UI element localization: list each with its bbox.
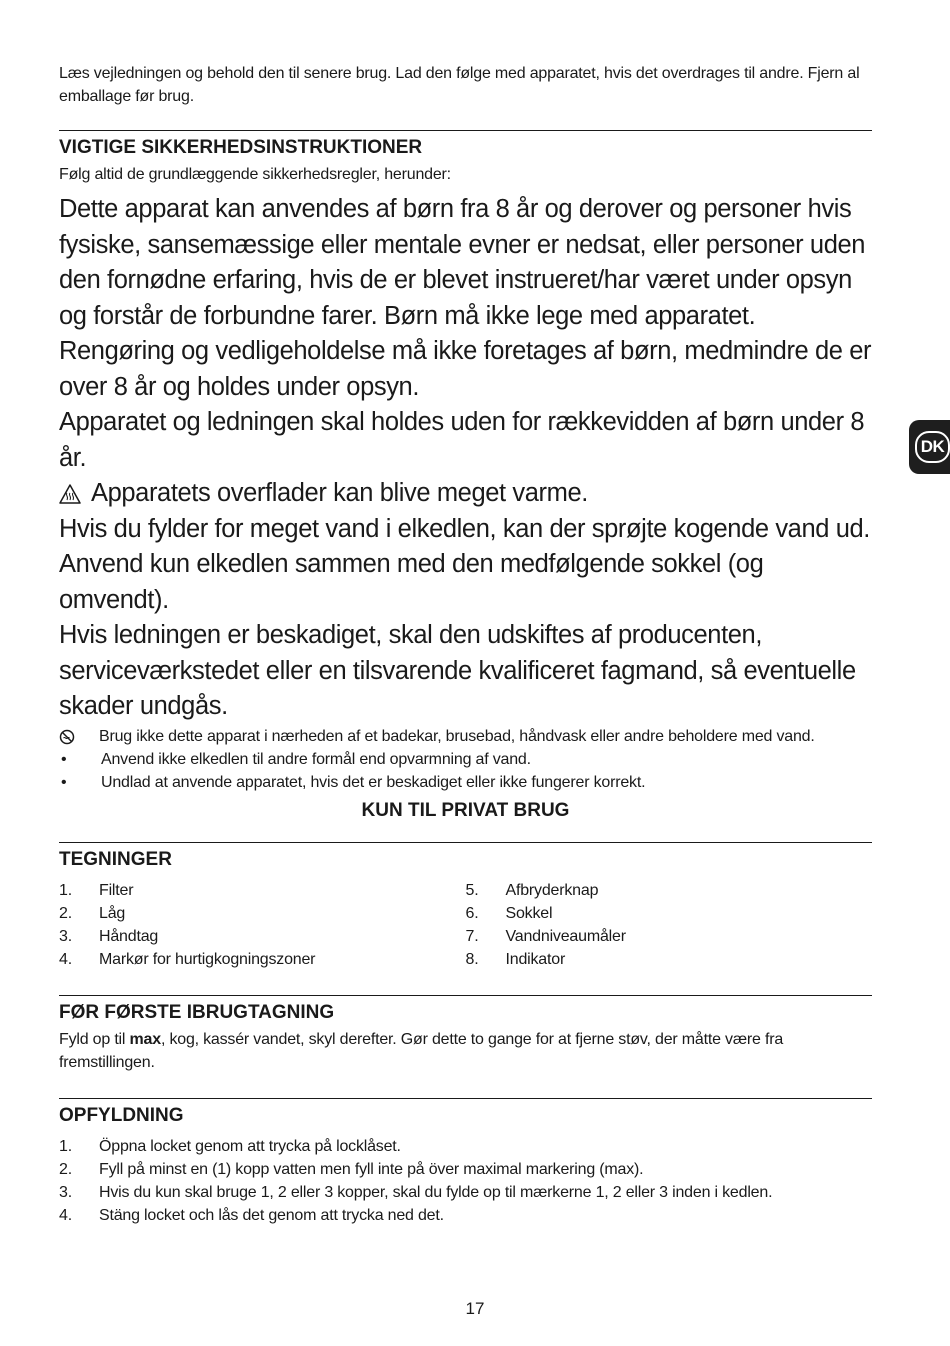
drawings-list-left xyxy=(59,879,466,971)
list-item: 2. Fyll på minst en (1) kopp vatten men fyll inte på över maximal markering (max). xyxy=(59,1160,644,1178)
safety-paragraph: Anvend kun elkedlen sammen med den medfølgende sokkel (og omvendt). xyxy=(59,550,764,614)
safety-list xyxy=(59,725,872,794)
safety-paragraph: Dette apparat kan anvendes af børn fra 8 år og derover og personer hvis fysiske, sansemæssige eller mentale evner er nedsat, eller personer uden den fornødne erfaring, hvis de er blevet instrueret/har været under opsyn og forstår de forbundne farer. Børn må ikke lege med apparatet. xyxy=(59,195,866,330)
list-item: 1. Öppna locket genom att trycka på locklåset. xyxy=(59,1137,401,1155)
bullet-icon: • xyxy=(61,773,67,791)
bullet-icon: • xyxy=(61,750,67,768)
private-use-notice: KUN TIL PRIVAT BRUG xyxy=(361,799,570,821)
language-tab xyxy=(909,420,950,474)
list-item: 4. Stäng locket och lås det genom att trycka ned det. xyxy=(59,1206,444,1224)
safety-subtitle: Følg altid de grundlæggende sikkerhedsregler, herunder: xyxy=(59,166,451,183)
hot-warning-text: Apparatets overflader kan blive meget varme. xyxy=(91,479,588,507)
first-use-section xyxy=(59,995,872,1074)
page-number: 17 xyxy=(465,1299,485,1318)
list-item: 7. Vandniveaumåler xyxy=(465,927,626,945)
list-item: 5. Afbryderknap xyxy=(465,881,599,899)
list-item: 2. Låg xyxy=(59,904,126,922)
language-badge: DK xyxy=(915,431,950,463)
list-item: 4. Markør for hurtigkogningszoner xyxy=(59,950,316,968)
safety-heading: VIGTIGE SIKKERHEDSINSTRUKTIONER xyxy=(59,137,423,158)
list-item: • Undlad at anvende apparatet, hvis det er beskadiget eller ikke fungerer korrekt. xyxy=(59,771,872,794)
filling-section xyxy=(59,1098,872,1227)
drawings-heading: TEGNINGER xyxy=(59,848,172,870)
hot-surface-icon xyxy=(59,483,81,505)
list-item: Brug ikke dette apparat i nærheden af et badekar, brusebad, håndvask eller andre beholdere med vand. xyxy=(59,725,872,748)
safety-paragraph: Hvis du fylder for meget vand i elkedlen, kan der sprøjte kogende vand ud. xyxy=(59,514,870,543)
safety-paragraph: Hvis ledningen er beskadiget, skal den udskiftes af producenten, serviceværkstedet eller en tilsvarende kvalificeret fagmand, så eventuelle skader undgås. xyxy=(59,621,856,720)
no-water-icon xyxy=(59,729,75,745)
manual-page xyxy=(59,62,872,1227)
filling-steps xyxy=(59,1135,872,1227)
safety-paragraph: Rengøring og vedligeholdelse må ikke foretages af børn, medmindre de er over 8 år og holdes under opsyn. xyxy=(59,337,872,401)
list-item: 3. Hvis du kun skal bruge 1, 2 eller 3 kopper, skal du fylde op til mærkerne 1, 2 eller 3 inden i kedlen. xyxy=(59,1183,773,1201)
list-item: 1. Filter xyxy=(59,881,134,899)
list-item: • Anvend ikke elkedlen til andre formål end opvarmning af vand. xyxy=(59,748,872,771)
first-use-text: Fyld op til max, kog, kassér vandet, skyl derefter. Gør dette to gange for at fjerne støv, der måtte være fra fremstillingen. xyxy=(59,1030,784,1071)
first-use-heading: FØR FØRSTE IBRUGTAGNING xyxy=(59,1001,335,1023)
safety-paragraph: Apparatet og ledningen skal holdes uden for rækkevidden af børn under 8 år. xyxy=(59,408,865,472)
list-item: 6. Sokkel xyxy=(465,904,553,922)
list-item: 8. Indikator xyxy=(465,950,566,968)
safety-section xyxy=(59,130,872,823)
intro-text: Læs vejledningen og behold den til senere brug. Lad den følge med apparatet, hvis det overdrages til andre. Fjern al emballage før brug. xyxy=(59,65,860,105)
list-item: 3. Håndtag xyxy=(59,927,159,945)
filling-heading: OPFYLDNING xyxy=(59,1104,184,1126)
drawings-list-right xyxy=(466,879,873,971)
hot-surface-warning xyxy=(59,476,872,512)
drawings-section xyxy=(59,842,872,971)
